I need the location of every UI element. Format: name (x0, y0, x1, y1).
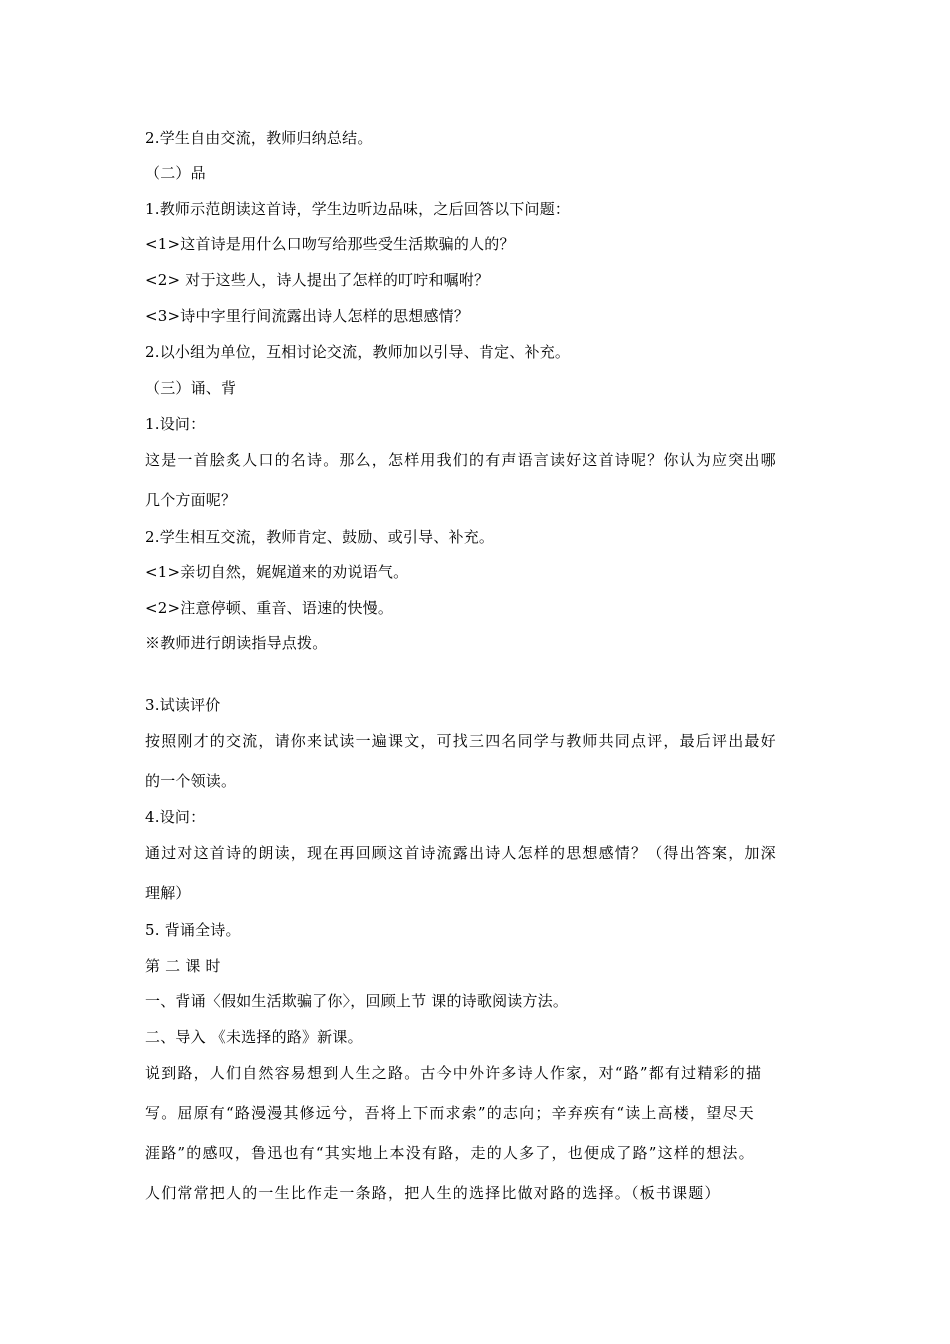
text-line: <2>注意停顿、重音、语速的快慢。 (145, 599, 394, 617)
text-line: 按照刚才的交流，请你来试读一遍课文，可找三四名同学与教师共同点评，最后评出最好 (145, 732, 777, 750)
text-line: 这是一首脍炙人口的名诗。那么，怎样用我们的有声语言读好这首诗呢？你认为应突出哪 (145, 451, 777, 469)
text-line: 几个方面呢？ (145, 491, 237, 509)
text-line: <2> 对于这些人，诗人提出了怎样的叮咛和嘱咐？ (145, 271, 490, 289)
text-line: 1.设问： (145, 415, 206, 433)
text-line: 1.教师示范朗读这首诗，学生边听边品味，之后回答以下问题： (145, 200, 571, 218)
text-line: 二、导入 《未选择的路》新课。 (145, 1028, 363, 1046)
text-line: 说到路，人们自然容易想到人生之路。古今中外许多诗人作家，对“路”都有过精彩的描 (145, 1064, 763, 1082)
text-line: <1>亲切自然，娓娓道来的劝说语气。 (145, 563, 409, 581)
text-line: 2.以小组为单位，互相讨论交流，教师加以引导、肯定、补充。 (145, 343, 571, 361)
text-line: 一、背诵〈假如生活欺骗了你〉，回顾上节 课的诗歌阅读方法。 (145, 992, 569, 1010)
text-line: 3.试读评价 (145, 696, 221, 714)
text-line: <1>这首诗是用什么口吻写给那些受生活欺骗的人的？ (145, 235, 515, 253)
text-line: 2.学生自由交流，教师归纳总结。 (145, 129, 373, 147)
text-line: 理解） (145, 884, 191, 902)
text-line: 4.设问： (145, 808, 206, 826)
lesson-heading: 第 二 课 时 (145, 957, 221, 975)
section-heading: （三）诵、背 (145, 379, 237, 397)
text-line: 人们常常把人的一生比作走一条路，把人生的选择比做对路的选择。（板书课题） (145, 1184, 721, 1202)
text-line: 的一个领读。 (145, 772, 237, 790)
text-line: 写。屈原有“路漫漫其修远兮，吾将上下而求索”的志向；辛弃疾有“读上高楼，望尽天 (145, 1104, 755, 1122)
text-line: 涯路”的感叹，鲁迅也有“其实地上本没有路，走的人多了，也便成了路”这样的想法。 (145, 1144, 755, 1162)
text-line: 2.学生相互交流，教师肯定、鼓励、或引导、补充。 (145, 528, 495, 546)
text-line: ※教师进行朗读指导点拨。 (145, 634, 328, 652)
text-line: <3>诗中字里行间流露出诗人怎样的思想感情？ (145, 307, 470, 325)
section-heading: （二）品 (145, 164, 206, 182)
text-line: 通过对这首诗的朗读，现在再回顾这首诗流露出诗人怎样的思想感情？（得出答案，加深 (145, 844, 777, 862)
text-line: 5. 背诵全诗。 (145, 921, 241, 939)
